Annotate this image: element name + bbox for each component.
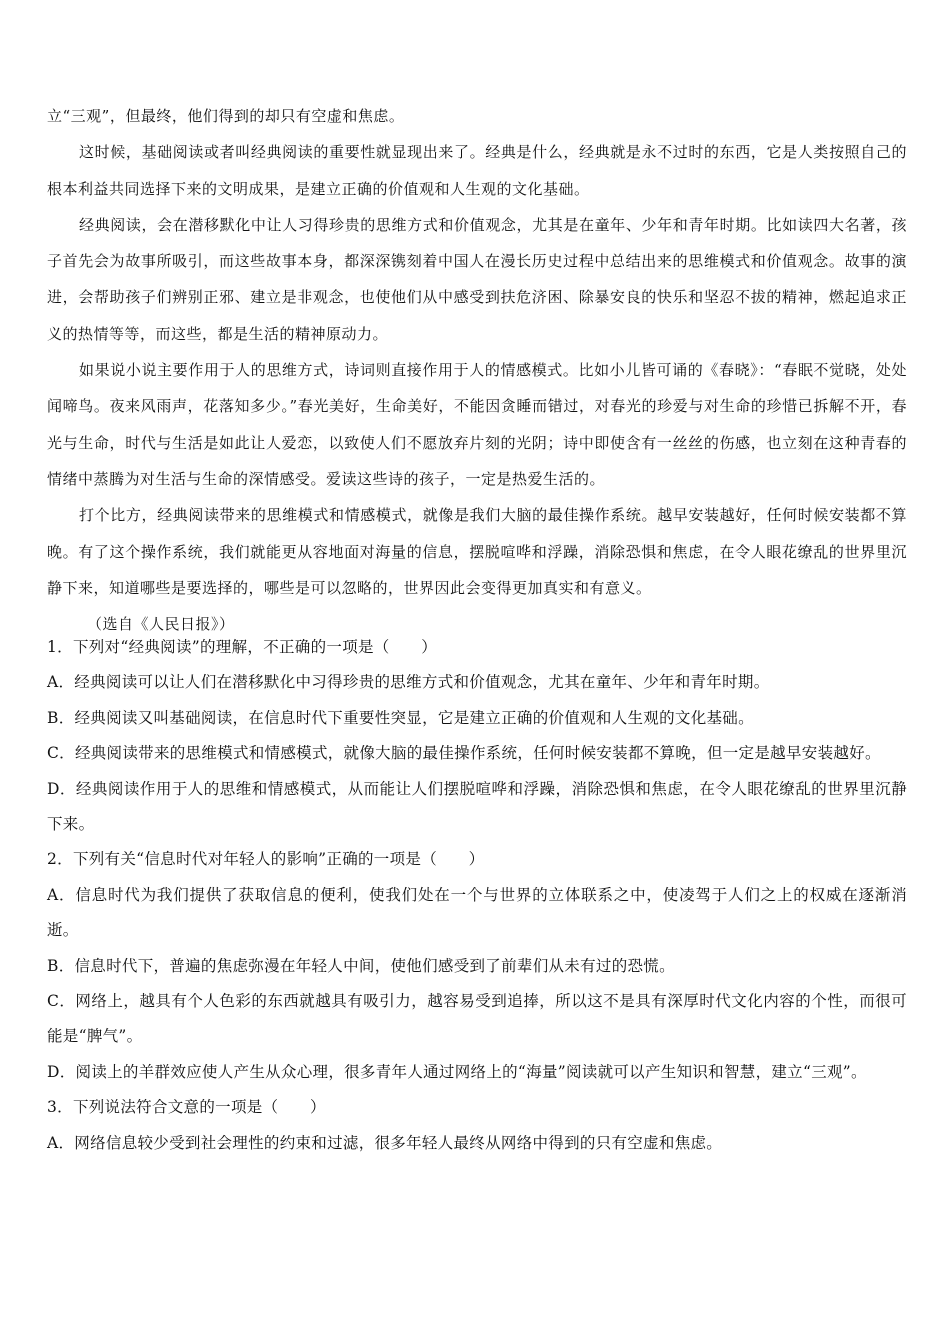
passage-source: （选自《人民日报》）	[87, 615, 235, 634]
question-stem: 2．下列有关“信息时代对年轻人的影响”正确的一项是（ ）	[47, 850, 485, 869]
passage-paragraph-2: 这时候，基础阅读或者叫经典阅读的重要性就显现出来了。经典是什么，经典就是永不过时的东西，它是人类按照自己的根本利益共同选择下来的文明成果，是建立正确的价值观和人生观的文化基础。	[47, 143, 907, 198]
answer-option-c: C．网络上，越具有个人色彩的东西就越具有吸引力，越容易受到追捧，所以这不是具有深厚时代文化内容的个性，而很可能是“脾气”。	[47, 992, 907, 1046]
question-stem: 3．下列说法符合文意的一项是（ ）	[47, 1098, 326, 1117]
answer-option-a: A．信息时代为我们提供了获取信息的便利，使我们处在一个与世界的立体联系之中，使凌驾于人们之上的权威在逐渐消逝。	[47, 885, 907, 940]
question-2	[47, 842, 907, 1090]
reading-passage	[47, 98, 907, 642]
question-3	[47, 1090, 907, 1161]
answer-option-c: C．经典阅读带来的思维模式和情感模式，就像大脑的最佳操作系统，任何时候安装都不算晚，但一定是越早安装越好。	[47, 744, 881, 763]
answer-option-b: B．经典阅读又叫基础阅读，在信息时代下重要性突显，它是建立正确的价值观和人生观的文化基础。	[47, 708, 754, 727]
passage-paragraph-1: 立“三观”，但最终，他们得到的却只有空虚和焦虑。	[47, 107, 405, 125]
passage-paragraph-5: 打个比方，经典阅读带来的思维模式和情感模式，就像是我们大脑的最佳操作系统。越早安装越好，任何时候安装都不算晚。有了这个操作系统，我们就能更从容地面对海量的信息，摆脱喧哗和浮躁，消除恐惧和焦虑，在令人眼花缭乱的世界里沉静下来，知道哪些是要选择的，哪些是可以忽略的，世界因此会变得更加真实和有意义。	[47, 506, 907, 597]
answer-option-b: B．信息时代下，普遍的焦虑弥漫在年轻人中间，使他们感受到了前辈们从未有过的恐慌。	[47, 956, 675, 975]
answer-option-d: D．阅读上的羊群效应使人产生从众心理，很多青年人通过网络上的“海量”阅读就可以产生知识和智慧，建立“三观”。	[47, 1062, 867, 1081]
answer-option-d: D．经典阅读作用于人的思维和情感模式，从而能让人们摆脱喧哗和浮躁，消除恐惧和焦虑，在令人眼花缭乱的世界里沉静下来。	[47, 779, 907, 834]
passage-paragraph-3: 经典阅读，会在潜移默化中让人习得珍贵的思维方式和价值观念，尤其是在童年、少年和青年时期。比如读四大名著，孩子首先会为故事所吸引，而这些故事本身，都深深镌刻着中国人在漫长历史过程中总结出来的思维模式和价值观念。故事的演进，会帮助孩子们辨别正邪、建立是非观念，也使他们从中感受到扶危济困、除暴安良的快乐和坚忍不拔的精神，燃起追求正义的热情等等，而这些，都是生活的精神原动力。	[47, 215, 907, 343]
question-stem: 1．下列对“经典阅读”的理解，不正确的一项是（ ）	[47, 638, 438, 656]
question-1	[47, 630, 907, 842]
passage-paragraph-4: 如果说小说主要作用于人的思维方式，诗词则直接作用于人的情感模式。比如小儿皆可诵的《春晓》：“春眠不觉晓，处处闻啼鸟。夜来风雨声，花落知多少。”春光美好，生命美好，不能因贪睡而错过，对春光的珍爱与对生命的珍惜已拆解不开，春光与生命，时代与生活是如此让人爱恋，以致使人们不愿放弃片刻的光阴；诗中即使含有一丝丝的伤感，也立刻在这种青春的情绪中蒸腾为对生活与生命的深情感受。爱读这些诗的孩子，一定是热爱生活的。	[47, 361, 907, 488]
answer-option-a: A．经典阅读可以让人们在潜移默化中习得珍贵的思维方式和价值观念，尤其在童年、少年和青年时期。	[47, 673, 770, 692]
answer-option-a: A．网络信息较少受到社会理性的约束和过滤，很多年轻人最终从网络中得到的只有空虚和焦虑。	[47, 1133, 723, 1152]
question-list	[47, 630, 907, 1161]
